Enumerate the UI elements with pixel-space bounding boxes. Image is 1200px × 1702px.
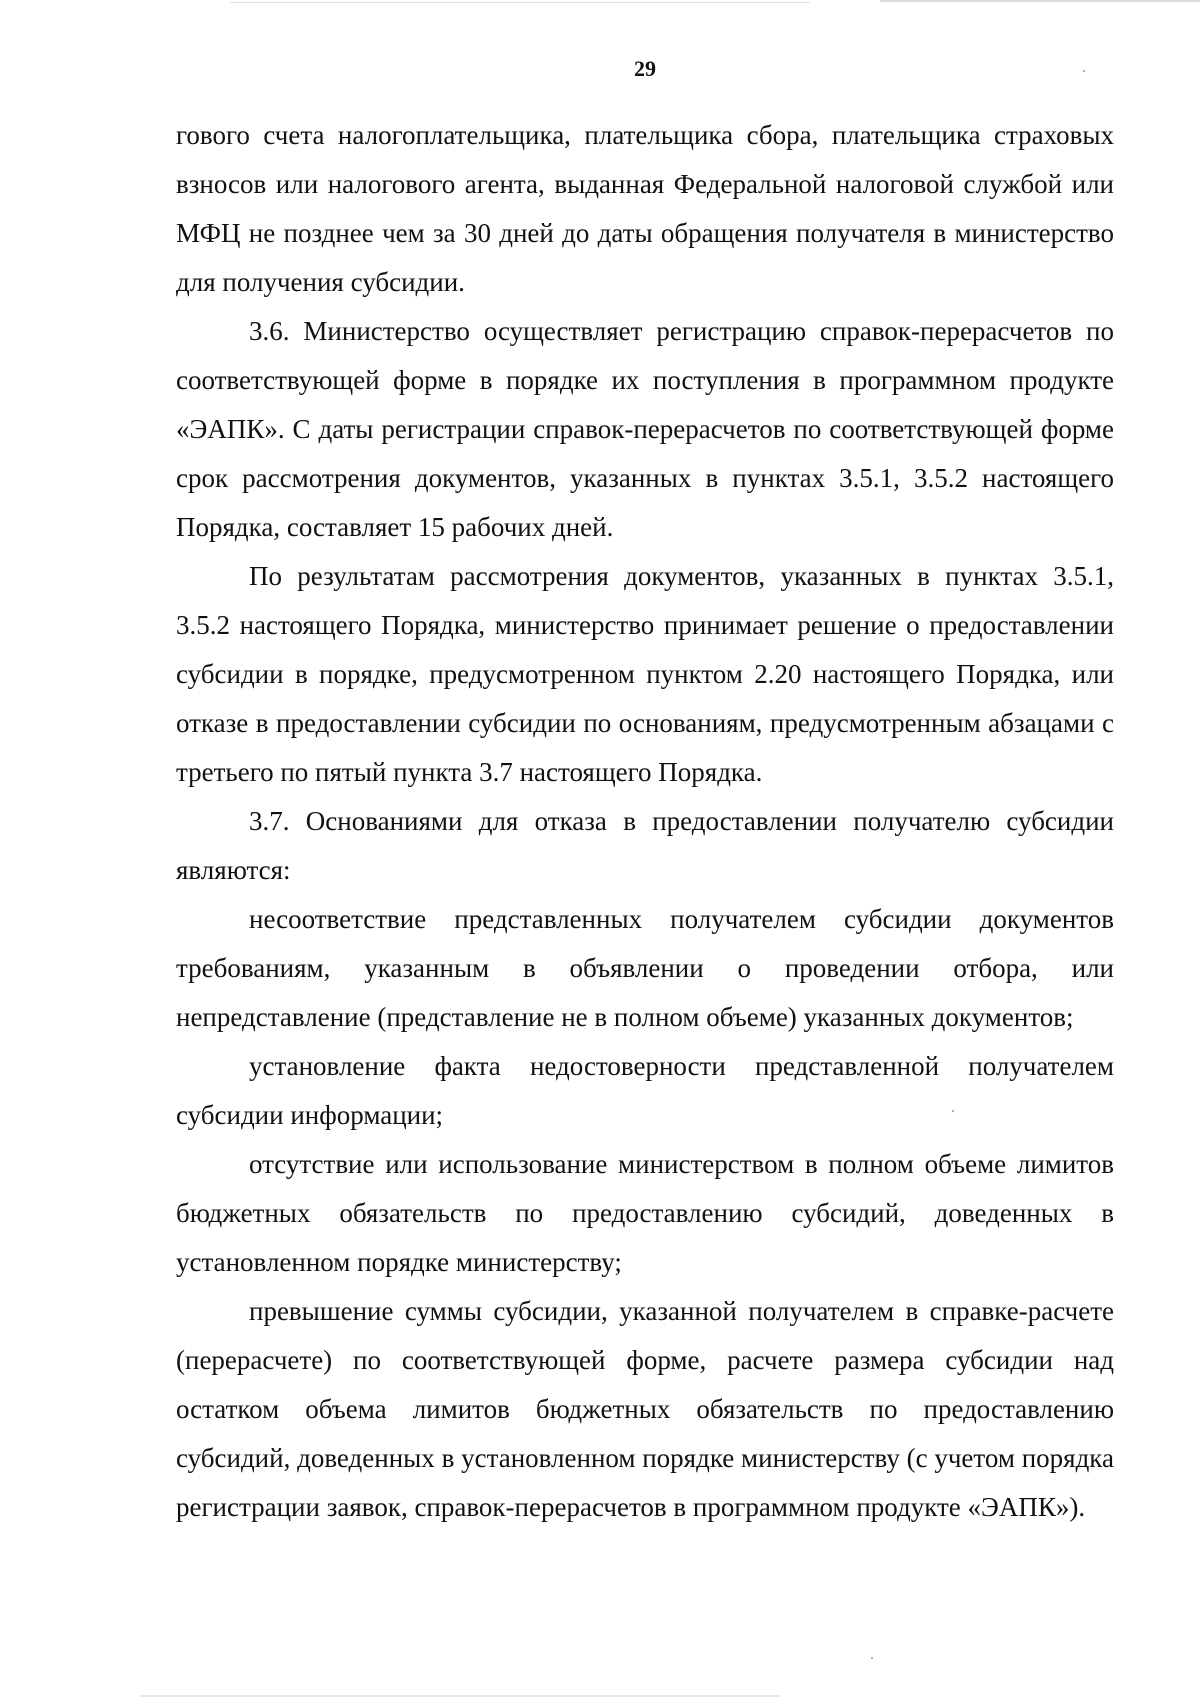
paragraph-tax-certificate: гового счета налогоплательщика, плательщика сбора, плательщика страховых взносов или налогового агента, выданная Федеральной налоговой службой или МФЦ не позднее чем за 30 дней до даты обращения получателя в министерство для получения субсидии. [176, 120, 1114, 297]
paragraph-budget-limits: отсутствие или использование министерством в полном объеме лимитов бюджетных обязательств по предоставлению субсидий, доведенных в установленном порядке министерству; [176, 1149, 1114, 1277]
paragraph-documents-mismatch: несоответствие представленных получателем субсидии документов требованиям, указанным в объявлении о проведении отбора, или непредставление (представление не в полном объеме) указанных документов; [176, 904, 1114, 1032]
page-number: 29 [634, 56, 656, 81]
scan-edge-top [230, 2, 810, 3]
scan-edge-bottom [140, 1695, 780, 1697]
paragraph-review-results: По результатам рассмотрения документов, указанных в пунктах 3.5.1, 3.5.2 настоящего Порядка, министерство принимает решение о предоставлении субсидии в порядке, предусмотренном пунктом 2.20 настоящего Порядка, или отказе в предоставлении субсидии по основаниям, предусмотренным абзацами с третьего по пятый пункта 3.7 настоящего Порядка. [176, 561, 1114, 787]
paragraph-subsidy-excess: превышение суммы субсидии, указанной получателем в справке-расчете (перерасчете) по соответствующей форме, расчете размера субсидии над остатком объема лимитов бюджетных обязательств по предоставлению субсидий, доведенных в установленном порядке министерству (с учетом порядка регистрации заявок, справок-перерасчетов в программном продукте «ЭАПК»). [176, 1296, 1114, 1522]
paragraph-false-information: установление факта недостоверности представленной получателем субсидии информации; [176, 1051, 1114, 1130]
document-body [176, 111, 1114, 1532]
scan-speck [871, 1657, 873, 1659]
paragraph-3-7-refusal-grounds: 3.7. Основаниями для отказа в предоставлении получателю субсидии являются: [176, 806, 1114, 885]
scan-edge-top-right [880, 0, 1200, 2]
paragraph-3-6-registration: 3.6. Министерство осуществляет регистрацию справок-перерасчетов по соответствующей форме в порядке их поступления в программном продукте «ЭАПК». С даты регистрации справок-перерасчетов по соответствующей форме срок рассмотрения документов, указанных в пунктах 3.5.1, 3.5.2 настоящего Порядка, составляет 15 рабочих дней. [176, 316, 1114, 542]
